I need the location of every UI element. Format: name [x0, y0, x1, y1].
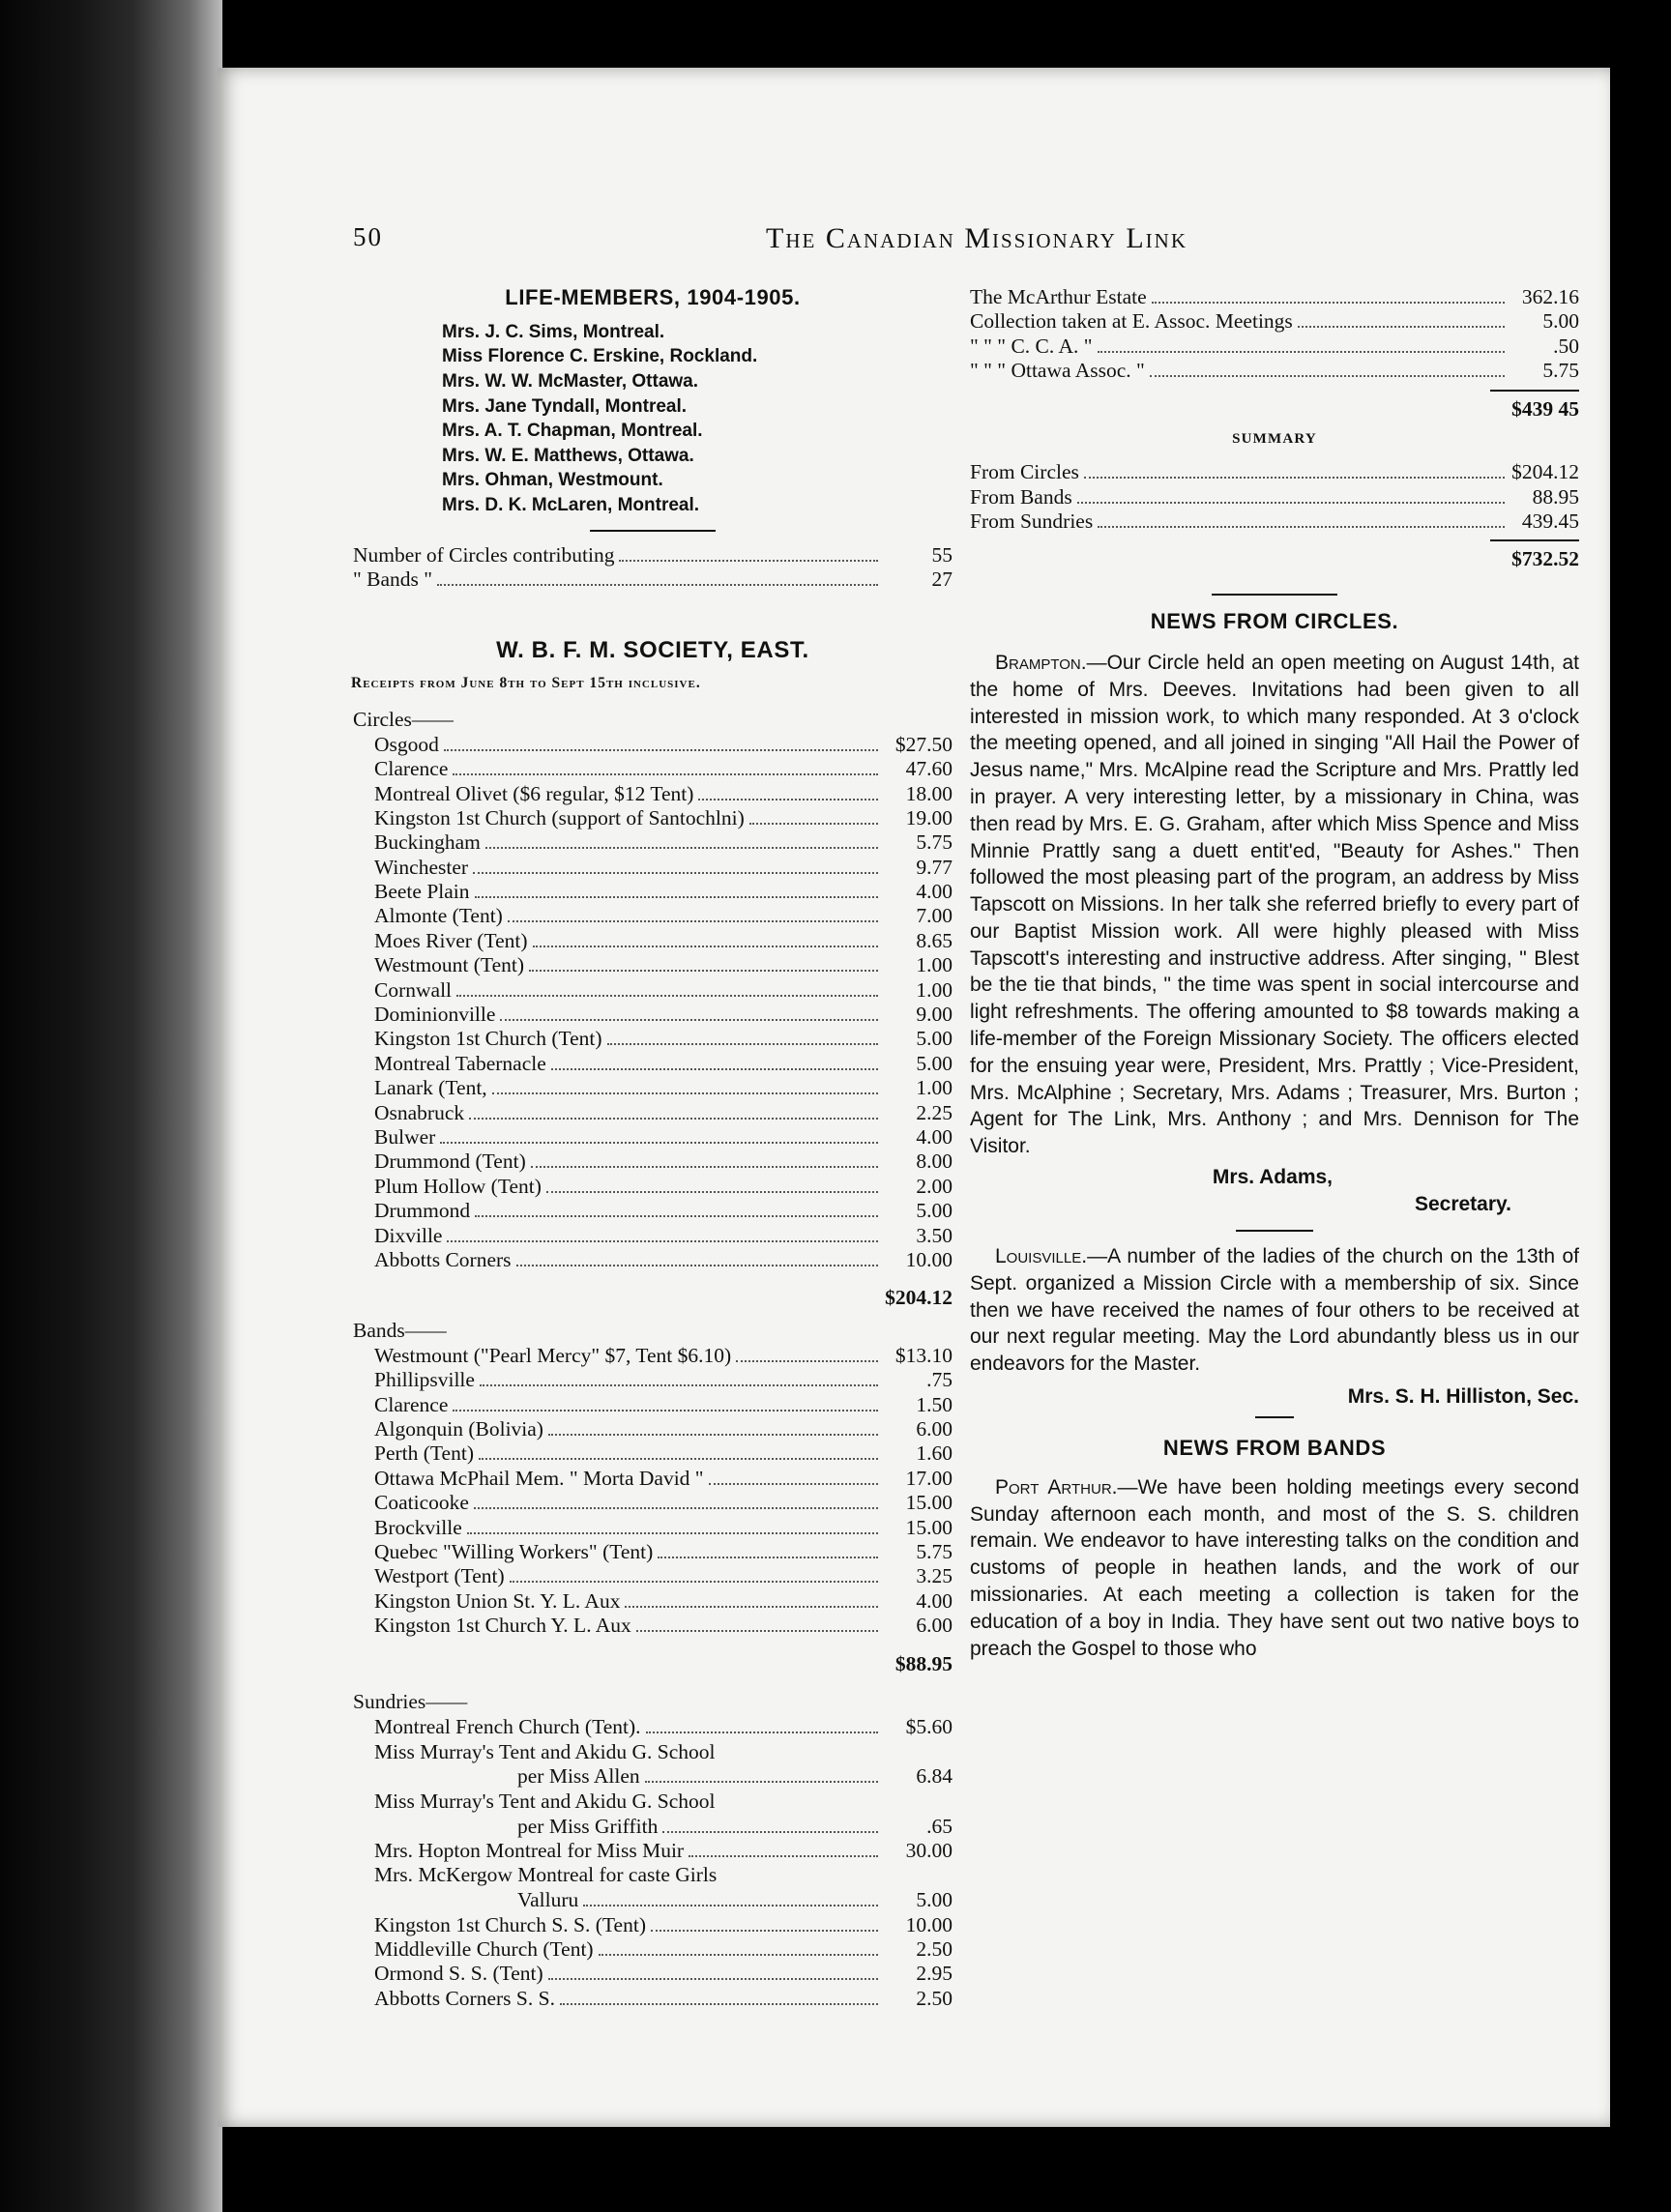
- sundry-line: Mrs. McKergow Montreal for caste Girls: [374, 1863, 718, 1887]
- leader-dots: [444, 749, 878, 751]
- leader-dots: [437, 584, 878, 586]
- circle-row-amount: 1.00: [916, 977, 953, 1002]
- leader-dots: [492, 1092, 878, 1094]
- receipt-row-amount: 362.16: [1521, 285, 1579, 308]
- leader-dots: [531, 1166, 878, 1168]
- summary-row: [970, 485, 1579, 509]
- leader-dots: [447, 1240, 878, 1242]
- leader-dots: [546, 1191, 878, 1193]
- circle-row-amount: 9.77: [916, 855, 953, 879]
- summary-row-label: From Circles: [970, 460, 1079, 484]
- life-member: Miss Florence C. Erskine, Rockland.: [442, 346, 758, 367]
- band-row: [353, 1491, 953, 1515]
- circle-row-amount: 1.00: [916, 953, 953, 977]
- band-row-amount: 15.00: [905, 1515, 953, 1539]
- divider: [1212, 594, 1337, 596]
- circle-row-amount: 4.00: [916, 880, 953, 904]
- summary-title: SUMMARY: [1232, 431, 1317, 448]
- left-column: [353, 285, 953, 2011]
- leader-dots: [736, 1360, 878, 1362]
- divider: [1490, 539, 1579, 541]
- circle-row: [353, 1175, 953, 1199]
- band-row: [353, 1393, 953, 1417]
- sundry-row-amount: 10.00: [905, 1912, 953, 1936]
- band-row: [353, 1344, 953, 1368]
- circle-row-label: Westmount (Tent): [374, 953, 524, 977]
- band-row-amount: 1.50: [916, 1392, 953, 1416]
- circle-row-amount: 5.00: [916, 1051, 953, 1075]
- circle-row-amount: 2.00: [916, 1174, 953, 1198]
- count-row: [353, 568, 953, 592]
- band-row-label: Coaticooke: [374, 1491, 469, 1515]
- life-member: Mrs. W. E. Matthews, Ottawa.: [442, 445, 694, 466]
- circle-row-amount: 7.00: [916, 904, 953, 928]
- brampton-report: [970, 650, 1579, 1160]
- book-page: [218, 68, 1610, 2127]
- life-member: Mrs. J. C. Sims, Montreal.: [442, 321, 665, 342]
- sundry-row-label: Abbotts Corners S. S.: [374, 1986, 555, 2010]
- band-row-label: Kingston 1st Church Y. L. Aux: [374, 1614, 631, 1638]
- circle-row-label: Osnabruck: [374, 1100, 465, 1124]
- circle-row: [353, 1101, 953, 1125]
- circle-row-amount: 5.00: [916, 1199, 953, 1223]
- leader-dots: [1077, 502, 1505, 504]
- sundry-row-amount: 2.50: [916, 1986, 953, 2010]
- band-row-label: Ottawa McPhail Mem. " Morta David ": [374, 1466, 704, 1490]
- circle-row-amount: 3.50: [916, 1223, 953, 1247]
- circle-row: [353, 929, 953, 953]
- brampton-sign-name: Mrs. Adams,: [1212, 1166, 1333, 1189]
- band-row: [353, 1516, 953, 1540]
- circle-row-label: Winchester: [374, 855, 469, 879]
- circle-row: [353, 1076, 953, 1100]
- bands-label: Bands——: [353, 1319, 447, 1343]
- receipt-row: [970, 285, 1579, 309]
- receipt-row-amount: 5.75: [1542, 359, 1579, 383]
- circle-row: [353, 904, 953, 928]
- circles-total: $204.12: [885, 1286, 953, 1310]
- leader-dots: [473, 872, 878, 874]
- leader-dots: [698, 799, 878, 800]
- book-spine: [0, 0, 222, 2212]
- summary-row-amount: 88.95: [1532, 484, 1579, 509]
- band-row-amount: 6.00: [916, 1614, 953, 1638]
- port-arthur-place: Port Arthur.: [995, 1475, 1118, 1499]
- sundry-row: [353, 1764, 953, 1789]
- receipts-total: $439 45: [1511, 396, 1579, 421]
- leader-dots: [1298, 326, 1505, 328]
- life-members-list: [442, 320, 953, 518]
- leader-dots: [583, 1905, 878, 1906]
- sundry-line: Miss Murray's Tent and Akidu G. School: [374, 1789, 716, 1813]
- leader-dots: [453, 773, 878, 775]
- circle-row: [353, 830, 953, 855]
- circle-row-label: Kingston 1st Church (support of Santochlni): [374, 805, 745, 830]
- sundries-label: Sundries——: [353, 1690, 468, 1714]
- circle-row-label: Dixville: [374, 1223, 443, 1247]
- summary-row-amount: 439.45: [1521, 509, 1579, 533]
- band-row-amount: 15.00: [905, 1491, 953, 1515]
- receipt-row-label: " " " Ottawa Assoc. ": [970, 359, 1145, 383]
- summary-row-label: From Sundries: [970, 509, 1094, 533]
- count-row: [353, 543, 953, 568]
- sundry-row: [353, 1913, 953, 1937]
- leader-dots: [453, 1410, 878, 1412]
- life-member: Mrs. D. K. McLaren, Montreal.: [442, 494, 700, 515]
- receipts-note: Receipts from June 8th to Sept 15th inclusive.: [351, 675, 701, 692]
- leader-dots: [1084, 477, 1505, 479]
- leader-dots: [548, 1978, 878, 1980]
- louisville-report: [970, 1243, 1579, 1378]
- leader-dots: [709, 1483, 878, 1485]
- sundries-list: [353, 1715, 953, 2011]
- leader-dots: [599, 1954, 878, 1956]
- circle-row-label: Lanark (Tent,: [374, 1076, 487, 1100]
- circle-row-label: Montreal Olivet ($6 regular, $12 Tent): [374, 781, 694, 805]
- circles-label: Circles——: [353, 707, 454, 731]
- circle-row-amount: 8.65: [916, 928, 953, 952]
- band-row-label: Algonquin (Bolivia): [374, 1417, 543, 1441]
- circle-row-label: Moes River (Tent): [374, 928, 528, 952]
- sundry-row: [353, 1987, 953, 2011]
- sundry-row-amount: 5.00: [916, 1888, 953, 1912]
- sundry-row-label: per Miss Griffith: [517, 1814, 659, 1838]
- brampton-text: —Our Circle held an open meeting on August 14th, at the home of Mrs. Deeves. Invitations had been given to all interested in mission work, to which many responded. At 3 o'clock the meeting opened, and all joined in singing "All Hail the Power of Jesus name," Mrs. McAlpine read the Scripture and Mrs. Prattly led in prayer. A very interesting letter, by a missionary in China, was then read by Mrs. E. G. Graham, after which Miss Spence and Miss Minnie Prattly sang a duett entit'ed, "Beauty for Ashes." Then followed the most pleasing part of the program, an address by Miss Tapscott on Missions. In her talk she referred briefly to every part of our Baptist Mission work. All were highly pleased with Miss Tapscott's interesting and instructive address. After singing, " Blest be the tie that binds, " the time was spent in social intercourse and light refreshments. The offering amounted to $8 towards making a life-member of the Foreign Missionary Society. The officers elected for the ensuing year were, President, Mrs. Prattly ; Vice-President, Mrs. McAlphine ; Secretary, Mrs. Adams ; Treasurer, Mrs. Burton ; Agent for The Link, Mrs. Anthony ; and Mrs. Dennison for The Visitor.: [970, 651, 1579, 1158]
- news-bands-title: NEWS FROM BANDS: [1162, 1436, 1387, 1461]
- circle-row: [353, 1027, 953, 1051]
- leader-dots: [1098, 526, 1505, 528]
- sundry-row-amount: .65: [926, 1814, 953, 1838]
- leader-dots: [469, 1118, 878, 1120]
- band-row-amount: .75: [926, 1368, 953, 1392]
- sundry-row-amount: 30.00: [905, 1838, 953, 1862]
- sundry-row-amount: $5.60: [905, 1715, 953, 1739]
- band-row: [353, 1564, 953, 1588]
- circle-row-label: Kingston 1st Church (Tent): [374, 1027, 602, 1051]
- sundry-row-label: Montreal French Church (Tent).: [374, 1715, 641, 1739]
- right-column: [970, 285, 1579, 1662]
- leader-dots: [658, 1557, 878, 1558]
- count-row-amount: 27: [931, 567, 953, 591]
- circle-row-label: Almonte (Tent): [374, 904, 503, 928]
- count-row-label: " Bands ": [353, 567, 433, 591]
- leader-dots: [607, 1043, 878, 1045]
- band-row-amount: 1.60: [916, 1441, 953, 1466]
- louisville-sign: Mrs. S. H. Hilliston, Sec.: [1347, 1385, 1579, 1409]
- circle-row-amount: 47.60: [905, 757, 953, 781]
- bands-list: [353, 1344, 953, 1639]
- circle-row-label: Plum Hollow (Tent): [374, 1174, 542, 1198]
- receipt-row: [970, 359, 1579, 383]
- leader-dots: [440, 1142, 878, 1144]
- circle-row-amount: 9.00: [916, 1003, 953, 1027]
- band-row-label: Brockville: [374, 1515, 462, 1539]
- leader-dots: [456, 995, 878, 997]
- leader-dots: [510, 1581, 878, 1583]
- band-row-label: Clarence: [374, 1392, 449, 1416]
- sundry-row: [353, 1815, 953, 1839]
- brampton-sign-title: Secretary.: [1414, 1193, 1511, 1216]
- leader-dots: [689, 1855, 878, 1857]
- band-row-amount: 17.00: [905, 1466, 953, 1490]
- port-arthur-text: —We have been holding meetings every second Sunday afternoon each month, and most of the S. S. children remain. We endeavor to have interesting talks on the condition and customs of people in heathen lands, and the work of our missionaries. At each meeting a collection is taken for the education of a boy in India. They have sent out two native boys to preach the Gospel to those who: [970, 1475, 1580, 1660]
- leader-dots: [646, 1732, 878, 1733]
- sundry-row-label: Mrs. Hopton Montreal for Miss Muir: [374, 1838, 685, 1862]
- band-row-amount: 3.25: [916, 1564, 953, 1588]
- leader-dots: [625, 1606, 878, 1608]
- port-arthur-report: [970, 1474, 1579, 1663]
- receipt-row: [970, 309, 1579, 334]
- circle-row-label: Abbotts Corners: [374, 1247, 512, 1271]
- circle-row: [353, 1003, 953, 1027]
- leader-dots: [516, 1265, 878, 1266]
- count-row-label: Number of Circles contributing: [353, 542, 615, 567]
- leader-dots: [1152, 302, 1505, 304]
- leader-dots: [475, 896, 878, 898]
- life-member: Mrs. W. W. McMaster, Ottawa.: [442, 370, 699, 392]
- leader-dots: [480, 1384, 878, 1386]
- divider: [1490, 390, 1579, 392]
- band-row: [353, 1441, 953, 1466]
- leader-dots: [479, 1458, 878, 1460]
- life-member: Mrs. Jane Tyndall, Montreal.: [442, 395, 688, 417]
- leader-dots: [619, 560, 878, 562]
- summary-row-amount: $204.12: [1511, 460, 1579, 484]
- band-row-label: Westport (Tent): [374, 1564, 505, 1588]
- circle-row: [353, 978, 953, 1003]
- circle-row-label: Beete Plain: [374, 880, 470, 904]
- circle-row-label: Cornwall: [374, 977, 453, 1002]
- society-title: W. B. F. M. SOCIETY, EAST.: [496, 637, 809, 664]
- leader-dots: [500, 1019, 878, 1021]
- leader-dots: [475, 1215, 878, 1217]
- summary-total: $732.52: [1511, 547, 1579, 571]
- summary-row-label: From Bands: [970, 484, 1072, 509]
- leader-dots: [508, 920, 878, 922]
- sundry-row-label: Kingston 1st Church S. S. (Tent): [374, 1912, 646, 1936]
- band-row-amount: 5.75: [916, 1540, 953, 1564]
- leader-dots: [1098, 351, 1505, 353]
- sundry-row: [353, 1715, 953, 1739]
- leader-dots: [529, 970, 878, 972]
- circle-row-label: Dominionville: [374, 1003, 496, 1027]
- life-member: Mrs. Ohman, Westmount.: [442, 470, 663, 491]
- sundry-row-label: per Miss Allen: [517, 1764, 640, 1789]
- sundry-row-amount: 2.50: [916, 1936, 953, 1961]
- circle-row-label: Clarence: [374, 757, 449, 781]
- running-header: [353, 222, 1600, 261]
- page-number: 50: [353, 222, 383, 251]
- circle-row-amount: 4.00: [916, 1124, 953, 1149]
- summary-row: [970, 460, 1579, 484]
- band-row-label: Kingston Union St. Y. L. Aux: [374, 1588, 621, 1613]
- circle-row-label: Drummond: [374, 1199, 471, 1223]
- band-row-label: Phillipsville: [374, 1368, 475, 1392]
- band-row: [353, 1589, 953, 1614]
- circle-row: [353, 806, 953, 830]
- sundry-row-label: Middleville Church (Tent): [374, 1936, 594, 1961]
- sundry-row-amount: 2.95: [916, 1962, 953, 1986]
- band-row-amount: $13.10: [894, 1343, 953, 1367]
- louisville-text: —A number of the ladies of the church on the 13th of Sept. organized a Mission Circle with a membership of six. Since then we have received the names of four others to be received at our next regular meeting. May the Lord abundantly bless us in our endeavors for the Master.: [970, 1245, 1579, 1376]
- circle-row-amount: 18.00: [905, 781, 953, 805]
- summary-row: [970, 509, 1579, 534]
- circle-row-label: Drummond (Tent): [374, 1150, 526, 1174]
- receipt-row-amount: .50: [1553, 334, 1579, 358]
- circle-row: [353, 880, 953, 904]
- bands-total: $88.95: [894, 1651, 953, 1675]
- leader-dots: [533, 946, 878, 947]
- circle-row-label: Bulwer: [374, 1124, 436, 1149]
- sundry-line: Miss Murray's Tent and Akidu G. School: [374, 1739, 716, 1763]
- leader-dots: [474, 1507, 878, 1509]
- circle-row-amount: 10.00: [905, 1247, 953, 1271]
- band-row: [353, 1417, 953, 1441]
- leader-dots: [636, 1630, 878, 1632]
- leader-dots: [560, 2003, 878, 2005]
- journal-title: The Canadian Missionary Link: [766, 222, 1187, 254]
- band-row-amount: 6.00: [916, 1417, 953, 1441]
- leader-dots: [467, 1532, 878, 1534]
- leader-dots: [1150, 375, 1505, 377]
- circle-row-label: Montreal Tabernacle: [374, 1051, 546, 1075]
- circles-list: [353, 733, 953, 1273]
- sundry-row: [353, 1962, 953, 1986]
- circle-row-amount: 5.00: [916, 1027, 953, 1051]
- band-row-amount: 4.00: [916, 1588, 953, 1613]
- louisville-place: Louisville.: [995, 1245, 1088, 1268]
- circle-row-label: Osgood: [374, 732, 439, 756]
- band-row-label: Westmount ("Pearl Mercy" $7, Tent $6.10): [374, 1343, 732, 1367]
- circle-row: [353, 1052, 953, 1076]
- count-row-amount: 55: [931, 542, 953, 567]
- circle-row: [353, 1224, 953, 1248]
- divider: [1255, 1416, 1294, 1418]
- summary-list: [970, 460, 1579, 534]
- circle-row: [353, 782, 953, 806]
- sundry-row: [353, 1888, 953, 1912]
- circle-row-amount: $27.50: [894, 732, 953, 756]
- circle-row: [353, 1199, 953, 1223]
- receipts-continued: [970, 285, 1579, 384]
- brampton-place: Brampton.: [995, 651, 1087, 674]
- sundry-row: [353, 1937, 953, 1962]
- band-row: [353, 1467, 953, 1491]
- circle-row-amount: 5.75: [916, 830, 953, 855]
- leader-dots: [662, 1831, 878, 1833]
- sundry-row-amount: 6.84: [916, 1764, 953, 1789]
- circle-row: [353, 856, 953, 880]
- circle-row: [353, 733, 953, 757]
- circle-row-label: Buckingham: [374, 830, 481, 855]
- life-member: Mrs. A. T. Chapman, Montreal.: [442, 421, 703, 442]
- count-list: [353, 543, 953, 593]
- sundry-row: [353, 1839, 953, 1863]
- circle-row: [353, 1150, 953, 1174]
- leader-dots: [548, 1434, 878, 1436]
- band-row: [353, 1540, 953, 1564]
- circle-row: [353, 1125, 953, 1150]
- leader-dots: [645, 1781, 878, 1783]
- receipt-row-label: Collection taken at E. Assoc. Meetings: [970, 309, 1293, 334]
- band-row: [353, 1368, 953, 1392]
- sundry-row-label: Valluru: [517, 1888, 579, 1912]
- life-members-title: LIFE-MEMBERS, 1904-1905.: [505, 285, 801, 309]
- divider: [1236, 1230, 1313, 1232]
- band-row-label: Quebec "Willing Workers" (Tent): [374, 1540, 654, 1564]
- receipt-row: [970, 335, 1579, 359]
- receipt-row-label: " " " C. C. A. ": [970, 334, 1093, 358]
- leader-dots: [749, 823, 878, 825]
- circle-row-amount: 2.25: [916, 1100, 953, 1124]
- leader-dots: [651, 1930, 878, 1932]
- circle-row-amount: 8.00: [916, 1150, 953, 1174]
- band-row: [353, 1614, 953, 1638]
- sundry-row-label: Ormond S. S. (Tent): [374, 1962, 543, 1986]
- news-circles-title: NEWS FROM CIRCLES.: [1150, 609, 1399, 634]
- receipt-row-label: The McArthur Estate: [970, 285, 1147, 308]
- band-row-label: Perth (Tent): [374, 1441, 474, 1466]
- circle-row: [353, 1248, 953, 1272]
- receipt-row-amount: 5.00: [1542, 309, 1579, 334]
- circle-row-amount: 19.00: [905, 805, 953, 830]
- circle-row: [353, 953, 953, 977]
- leader-dots: [485, 847, 878, 849]
- divider: [590, 530, 716, 532]
- leader-dots: [551, 1068, 878, 1070]
- circle-row: [353, 757, 953, 781]
- circle-row-amount: 1.00: [916, 1076, 953, 1100]
